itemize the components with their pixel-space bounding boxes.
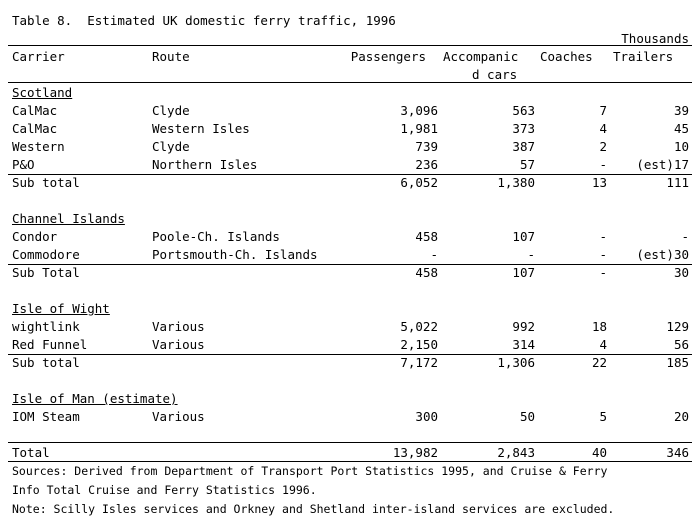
subtotal-cars: 107 (512, 265, 535, 280)
row-route: Portsmouth-Ch. Islands (152, 247, 318, 262)
row-carrier: CalMac (12, 121, 58, 136)
units-note: Thousands (621, 31, 689, 46)
row-passengers: 5,022 (400, 319, 438, 334)
row-carrier: Western (12, 139, 65, 154)
subtotal-coaches: 22 (591, 355, 607, 370)
row-cars: 50 (519, 409, 535, 424)
subtotal-trailers: 185 (666, 355, 689, 370)
row-coaches: 2 (599, 139, 607, 154)
header-bottom-rule (8, 82, 692, 83)
row-coaches: 4 (599, 121, 607, 136)
col-cars-line1: Accompanic (443, 49, 519, 64)
section-heading: Isle of Man (estimate) (12, 391, 178, 406)
row-trailers: 45 (673, 121, 689, 136)
total-bottom-rule (8, 461, 692, 462)
subtotal-coaches: - (599, 265, 607, 280)
subtotal-coaches: 13 (591, 175, 607, 190)
row-carrier: wightlink (12, 319, 80, 334)
section-heading: Isle of Wight (12, 301, 110, 316)
col-route: Route (152, 49, 190, 64)
row-passengers: 2,150 (400, 337, 438, 352)
row-route: Western Isles (152, 121, 250, 136)
row-carrier: P&O (12, 157, 35, 172)
row-passengers: 3,096 (400, 103, 438, 118)
row-carrier: CalMac (12, 103, 58, 118)
row-trailers: 10 (673, 139, 689, 154)
subtotal-cars: 1,380 (497, 175, 535, 190)
col-cars-line2: d cars (472, 67, 518, 82)
total-trailers: 346 (666, 445, 689, 460)
subtotal-passengers: 6,052 (400, 175, 438, 190)
footnote: Info Total Cruise and Ferry Statistics 1996. (12, 483, 317, 497)
row-coaches: 4 (599, 337, 607, 352)
row-route: Clyde (152, 139, 190, 154)
row-trailers: (est)17 (636, 157, 689, 172)
header-top-rule (8, 45, 692, 46)
row-coaches: 5 (599, 409, 607, 424)
subtotal-rule (8, 174, 692, 175)
row-trailers: 56 (673, 337, 689, 352)
row-trailers: 39 (673, 103, 689, 118)
row-coaches: 18 (591, 319, 607, 334)
subtotal-cars: 1,306 (497, 355, 535, 370)
total-cars: 2,843 (497, 445, 535, 460)
subtotal-rule (8, 264, 692, 265)
row-trailers: - (681, 229, 689, 244)
row-carrier: Condor (12, 229, 58, 244)
row-coaches: - (599, 157, 607, 172)
row-route: Clyde (152, 103, 190, 118)
row-trailers: (est)30 (636, 247, 689, 262)
subtotal-trailers: 30 (673, 265, 689, 280)
row-route: Various (152, 409, 205, 424)
row-passengers: 739 (415, 139, 438, 154)
subtotal-passengers: 458 (415, 265, 438, 280)
row-carrier: Commodore (12, 247, 80, 262)
row-trailers: 129 (666, 319, 689, 334)
subtotal-rule (8, 354, 692, 355)
total-top-rule (8, 442, 692, 443)
row-passengers: 236 (415, 157, 438, 172)
col-trailers: Trailers (613, 49, 674, 64)
row-passengers: - (430, 247, 438, 262)
col-passengers: Passengers (350, 49, 426, 64)
row-passengers: 1,981 (400, 121, 438, 136)
row-route: Various (152, 319, 205, 334)
row-cars: 314 (512, 337, 535, 352)
row-cars: - (527, 247, 535, 262)
total-passengers: 13,982 (392, 445, 438, 460)
row-passengers: 458 (415, 229, 438, 244)
row-trailers: 20 (673, 409, 689, 424)
row-cars: 57 (519, 157, 535, 172)
subtotal-label: Sub total (12, 355, 80, 370)
subtotal-label: Sub total (12, 175, 80, 190)
table-title: Table 8. Estimated UK domestic ferry traffic, 1996 (12, 13, 396, 28)
row-cars: 387 (512, 139, 535, 154)
row-cars: 373 (512, 121, 535, 136)
subtotal-passengers: 7,172 (400, 355, 438, 370)
row-passengers: 300 (415, 409, 438, 424)
total-label: Total (12, 445, 50, 460)
row-coaches: 7 (599, 103, 607, 118)
subtotal-trailers: 111 (666, 175, 689, 190)
footnote: Note: Scilly Isles services and Orkney and Shetland inter-island services are excluded. (12, 502, 615, 516)
row-route: Various (152, 337, 205, 352)
section-heading: Scotland (12, 85, 73, 100)
row-cars: 107 (512, 229, 535, 244)
subtotal-label: Sub Total (12, 265, 80, 280)
col-coaches: Coaches (540, 49, 593, 64)
footnote: Sources: Derived from Department of Transport Port Statistics 1995, and Cruise & Ferry (12, 464, 608, 478)
row-carrier: IOM Steam (12, 409, 80, 424)
row-coaches: - (599, 247, 607, 262)
row-coaches: - (599, 229, 607, 244)
row-cars: 992 (512, 319, 535, 334)
row-carrier: Red Funnel (12, 337, 88, 352)
col-carrier: Carrier (12, 49, 65, 64)
row-cars: 563 (512, 103, 535, 118)
row-route: Northern Isles (152, 157, 258, 172)
total-coaches: 40 (591, 445, 607, 460)
row-route: Poole-Ch. Islands (152, 229, 280, 244)
section-heading: Channel Islands (12, 211, 125, 226)
